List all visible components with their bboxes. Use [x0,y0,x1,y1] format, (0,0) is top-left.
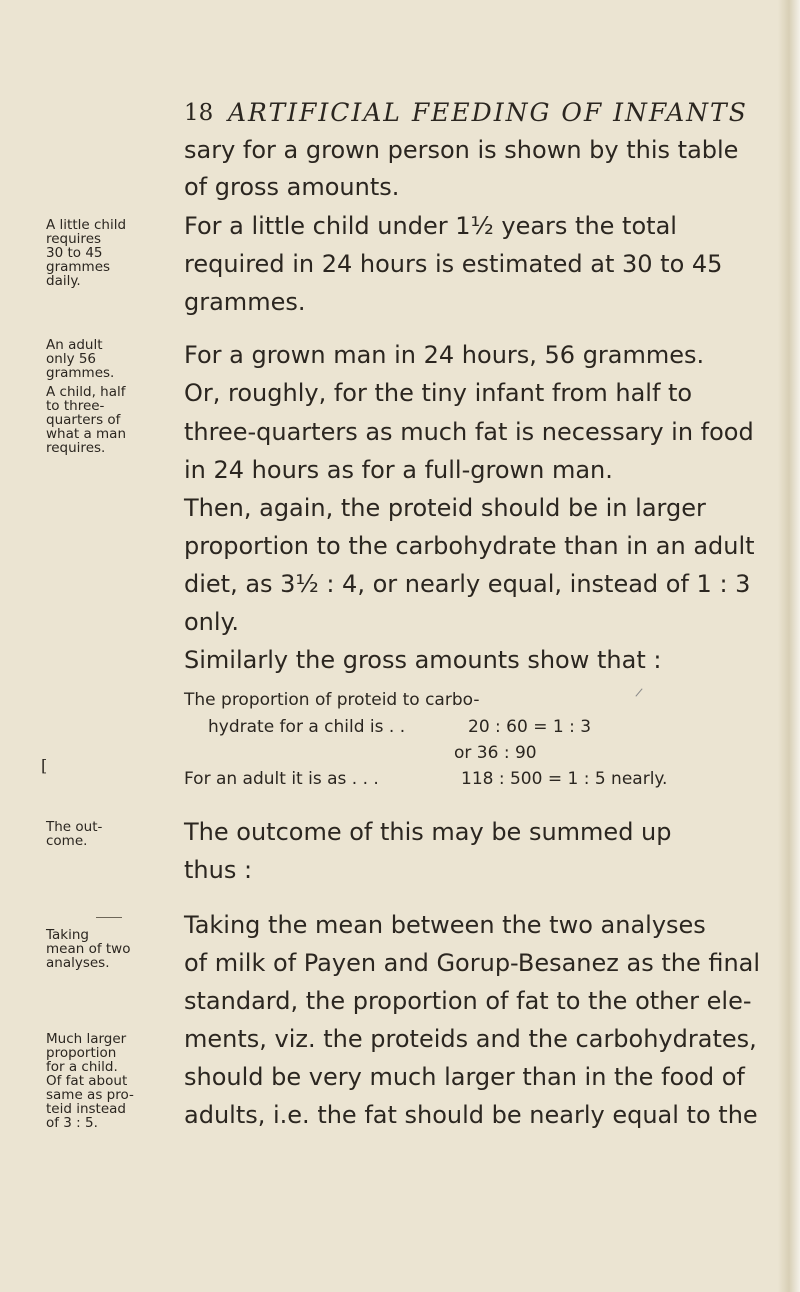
margin-note-adult [46,338,114,380]
table-row-values: 118 : 500 = 1 : 5 nearly. [461,769,668,789]
note-line: A little child [46,217,127,233]
note-line: only 56 [46,351,97,367]
note-line: An adult [46,337,103,353]
table-row-label: The proportion of proteid to carbo- [184,690,480,710]
note-line: Taking [46,927,89,943]
note-line: requires [46,231,102,247]
note-line: of 3 : 5. [46,1115,98,1131]
body-line: The outcome of this may be summed up [184,818,672,846]
note-line: A child, half [46,384,126,400]
body-line: Then, again, the proteid should be in larger [184,494,706,522]
body-line: three-quarters as much fat is necessary in food [184,418,754,446]
note-line: daily. [46,273,81,289]
body-line: only. [184,608,239,636]
body-line: sary for a grown person is shown by this table [184,136,739,164]
body-line: in 24 hours as for a full-grown man. [184,456,613,484]
running-title: ARTIFICIAL FEEDING OF INFANTS [228,98,748,127]
table-row-label: For an adult it is as . . . [184,769,379,789]
note-line: 30 to 45 [46,245,103,261]
note-line: grammes [46,259,111,275]
note-line: proportion [46,1045,117,1061]
note-line: The out- [46,819,103,835]
body-line: Taking the mean between the two analyses [184,911,706,939]
note-line: Much larger [46,1031,127,1047]
margin-note-larger-proportion [46,1032,134,1130]
note-line: requires. [46,440,106,456]
margin-note-child-requirement [46,218,126,288]
note-line: mean of two [46,941,131,957]
table-row-values: or 36 : 90 [454,743,537,763]
table-row-label: hydrate for a child is . . [208,717,406,737]
note-line: quarters of [46,412,121,428]
body-line: adults, i.e. the fat should be nearly equal to the [184,1101,758,1129]
note-line: same as pro- [46,1087,134,1103]
note-line: analyses. [46,955,110,971]
body-line: of milk of Payen and Gorup-Besanez as the final [184,949,761,977]
page-edge-shadow [778,0,800,1292]
margin-note-mean [46,928,130,970]
body-line: required in 24 hours is estimated at 30 to 45 [184,250,723,278]
note-line: what a man [46,426,126,442]
body-line: of gross amounts. [184,173,400,201]
note-line: to three- [46,398,105,414]
body-line: For a grown man in 24 hours, 56 grammes. [184,341,705,369]
body-line: For a little child under 1½ years the total [184,212,677,240]
body-line: diet, as 3½ : 4, or nearly equal, instead of 1 : 3 [184,570,751,598]
body-line: grammes. [184,288,306,316]
body-line: ments, viz. the proteids and the carbohydrates, [184,1025,757,1053]
stray-bracket: [ [41,756,48,775]
margin-dash [96,917,122,918]
note-line: Of fat about [46,1073,128,1089]
note-line: teid instead [46,1101,126,1117]
note-line: for a child. [46,1059,118,1075]
body-line: Similarly the gross amounts show that : [184,646,662,674]
body-line: Or, roughly, for the tiny infant from half to [184,379,693,407]
body-line: proportion to the carbohydrate than in an adult [184,532,755,560]
stray-mark [635,688,642,696]
margin-note-child-half [46,385,126,455]
table-row-values: 20 : 60 = 1 : 3 [468,717,592,737]
page-number: 18 [184,100,214,126]
note-line: grammes. [46,365,115,381]
margin-note-outcome [46,820,102,848]
body-line: thus : [184,856,253,884]
body-line: standard, the proportion of fat to the other ele- [184,987,752,1015]
body-line: should be very much larger than in the food of [184,1063,745,1091]
note-line: come. [46,833,88,849]
